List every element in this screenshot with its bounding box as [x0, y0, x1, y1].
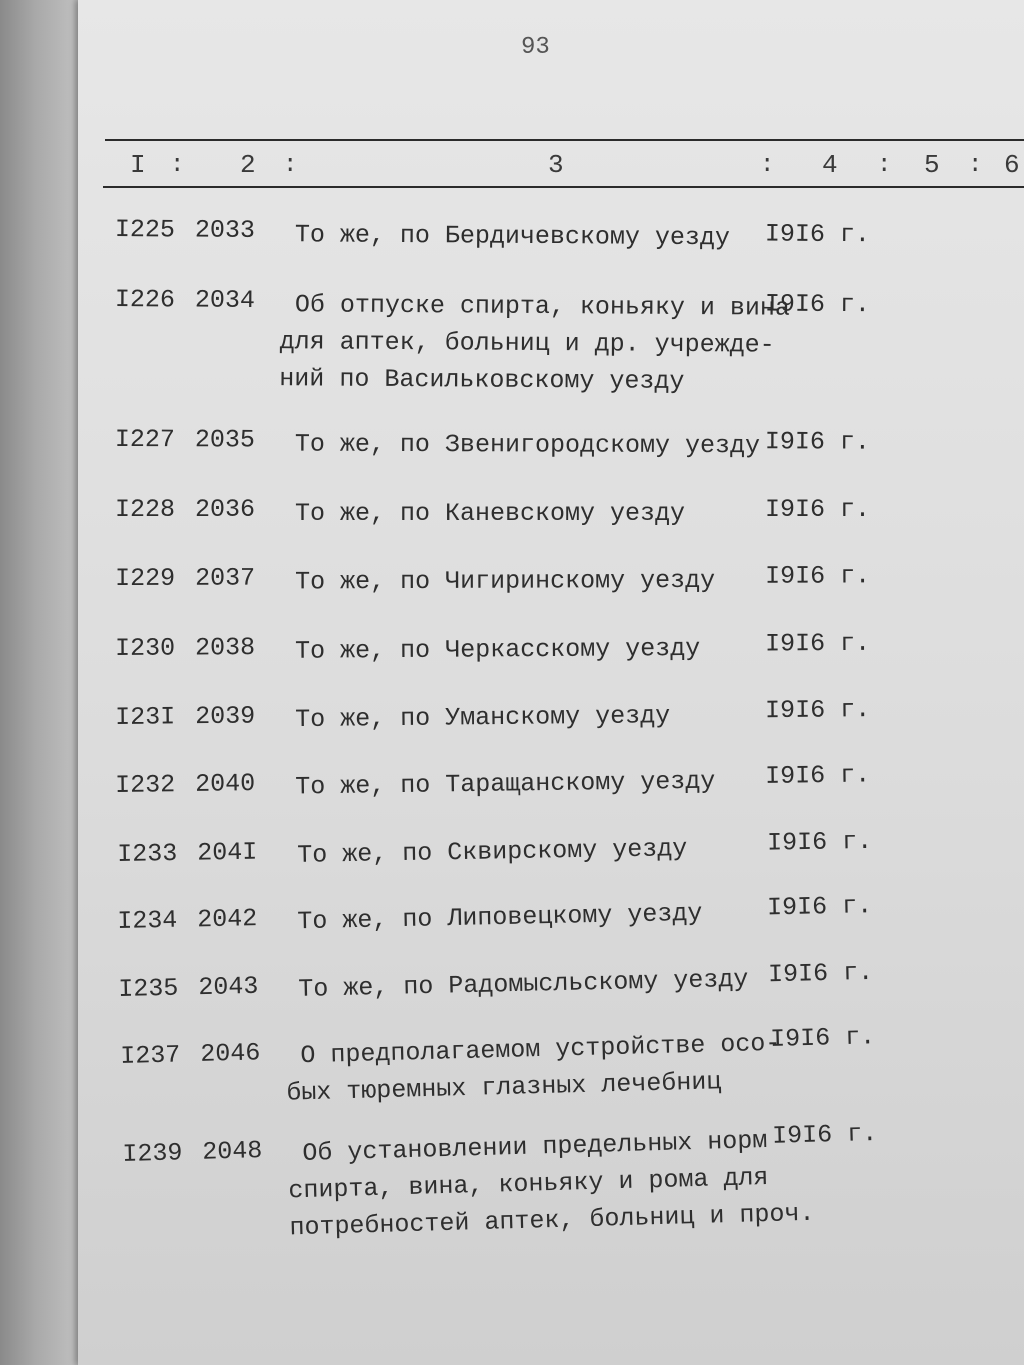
item-number: I239	[122, 1138, 183, 1169]
item-description	[285, 562, 715, 601]
header-col-6: 6	[1004, 150, 1020, 180]
description-line: То же, по Каневскому уезду	[295, 499, 686, 528]
item-number: I233	[117, 838, 178, 869]
description-line: То же, по Радомысльскому уезду	[298, 964, 749, 1004]
item-description	[285, 763, 716, 806]
item-number: I229	[115, 563, 176, 593]
item-description	[286, 1025, 782, 1112]
adjacent-page-edge	[0, 0, 90, 1365]
item-number: I225	[114, 215, 176, 245]
description-line: То же, по Бердичевскому уезду	[294, 220, 731, 253]
file-number: 2038	[194, 633, 256, 663]
description-line: То же, по Звенигородскому уезду	[294, 429, 761, 461]
header-col-3: 3	[548, 150, 564, 180]
file-number: 2034	[194, 285, 256, 315]
header-separator: :	[283, 152, 298, 179]
item-year: I9I6 г.	[764, 219, 871, 250]
description-line: ний по Васильковскому уезду	[279, 364, 685, 396]
item-number: I227	[114, 425, 176, 455]
description-line: То же, по Таращанскому уезду	[295, 766, 716, 802]
item-description	[285, 495, 685, 532]
description-line: потребностей аптек, больниц и проч.	[289, 1198, 815, 1243]
description-line: бых тюремных глазных лечебниц	[286, 1067, 722, 1108]
header-top-rule	[105, 139, 1024, 141]
item-year: I9I6 г.	[764, 628, 871, 659]
file-number: 204I	[196, 837, 258, 868]
file-number: 2046	[199, 1038, 261, 1069]
item-description	[285, 216, 730, 256]
file-number: 2040	[194, 769, 256, 799]
header-bottom-rule	[103, 186, 1024, 188]
item-number: I235	[118, 973, 179, 1004]
item-description	[285, 697, 670, 738]
item-description	[279, 286, 791, 401]
item-number: I237	[120, 1040, 181, 1071]
item-description	[285, 426, 760, 465]
file-number: 2048	[201, 1136, 263, 1167]
header-col-5: 5	[924, 150, 940, 180]
file-number: 2033	[194, 215, 256, 245]
item-description	[285, 630, 700, 670]
page-number: 93	[521, 34, 550, 61]
header-separator: :	[170, 152, 185, 179]
item-number: I230	[115, 633, 176, 663]
file-number: 2035	[194, 425, 256, 455]
item-number: I23I	[115, 702, 176, 732]
item-year: I9I6 г.	[764, 561, 871, 591]
file-number: 2037	[194, 563, 256, 593]
file-number: 2042	[196, 904, 258, 935]
item-number: I234	[117, 905, 178, 936]
description-line: Об установлении предельных норм	[302, 1125, 768, 1168]
header-col-2: 2	[240, 150, 256, 180]
item-year: I9I6 г.	[764, 695, 871, 726]
description-line: О предполагаемом устройстве осо-	[300, 1028, 781, 1071]
file-number: 2039	[194, 701, 256, 732]
header-col-4: 4	[822, 150, 838, 180]
header-separator: :	[877, 152, 892, 179]
item-number: I226	[114, 285, 176, 315]
description-line: для аптек, больниц и др. учрежде-	[279, 327, 775, 360]
item-year: I9I6 г.	[766, 891, 873, 923]
item-number: I228	[115, 495, 176, 524]
item-description	[288, 1121, 815, 1246]
file-number: 2036	[195, 495, 256, 524]
item-year: I9I6 г.	[771, 1118, 878, 1151]
header-separator: :	[968, 152, 983, 179]
item-year: I9I6 г.	[764, 427, 871, 457]
header-col-1: I	[130, 150, 146, 180]
item-year: I9I6 г.	[766, 826, 873, 858]
item-year: I9I6 г.	[767, 957, 874, 990]
description-line: Об отпуске спирта, коньяку и вина	[294, 290, 791, 323]
description-line: То же, по Сквирскому уезду	[297, 834, 688, 870]
description-line: То же, по Чигиринскому уезду	[295, 565, 716, 597]
description-line: спирта, вина, коньяку и рома для	[288, 1162, 769, 1206]
header-separator: :	[760, 152, 775, 179]
description-line: То же, по Липовецкому уезду	[297, 898, 703, 937]
item-year: I9I6 г.	[765, 495, 871, 524]
item-year: I9I6 г.	[764, 289, 871, 320]
item-description	[287, 830, 688, 874]
description-line: То же, по Уманскому уезду	[295, 701, 671, 735]
item-year: I9I6 г.	[764, 760, 871, 791]
file-number: 2043	[197, 971, 259, 1003]
item-year: I9I6 г.	[769, 1022, 876, 1054]
item-number: I232	[115, 770, 176, 800]
description-line: То же, по Черкасскому уезду	[295, 633, 701, 666]
